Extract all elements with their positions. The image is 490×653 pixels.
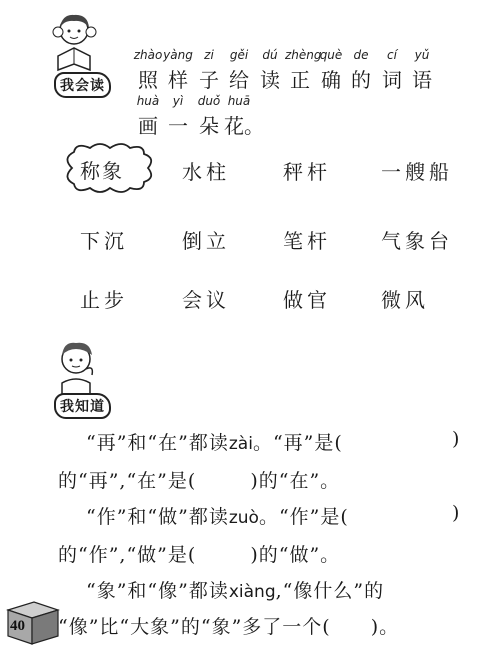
pinyin-line-1 — [0, 48, 490, 64]
text: ,“像什么”的 — [275, 580, 385, 602]
instruction-line-1 — [0, 64, 490, 90]
word: 水柱 — [182, 160, 230, 184]
text-line-2 — [58, 466, 340, 493]
word: 止步 — [80, 288, 128, 312]
text: “再”和“在”都读 — [86, 432, 229, 454]
word: 秤杆 — [283, 160, 331, 184]
text-line-1 — [86, 428, 343, 455]
pinyin: zài — [228, 434, 253, 454]
pinyin: yàng — [163, 48, 193, 62]
text: “像”比“大象”的“象”多了一个( — [58, 616, 331, 638]
hanzi: 样 — [168, 68, 188, 92]
word: 微风 — [381, 288, 429, 312]
section-badge-read: 我会读 — [54, 72, 111, 98]
hanzi: 的 — [351, 68, 371, 92]
hanzi: 确 — [321, 68, 341, 92]
pinyin: duǒ — [197, 94, 221, 108]
hanzi: 词 — [382, 68, 402, 92]
text: 的“作”,“做”是( — [58, 544, 197, 566]
text: )的“在”。 — [250, 470, 341, 492]
text: 。“再”是( — [252, 432, 343, 454]
section-badge-know: 我知道 — [54, 393, 111, 419]
pinyin: de — [353, 48, 369, 62]
word: 做官 — [283, 288, 331, 312]
word: 下沉 — [80, 229, 128, 253]
pinyin: cí — [387, 48, 397, 62]
pinyin: yì — [172, 94, 184, 108]
text: )的“做”。 — [250, 544, 341, 566]
page-number-cube — [0, 592, 64, 648]
word: 会议 — [182, 288, 230, 312]
pinyin-line-2 — [0, 94, 490, 110]
hanzi: 读 — [260, 68, 280, 92]
example-word: 称象 — [80, 159, 124, 183]
word: 倒立 — [182, 229, 230, 253]
text-line-4 — [58, 540, 340, 567]
text: 。“作”是( — [258, 506, 349, 528]
closing-paren: ) — [452, 502, 461, 524]
pinyin: zuò — [228, 508, 259, 528]
pinyin: xiàng — [228, 582, 276, 602]
hanzi: 子 — [199, 68, 219, 92]
page-number: 40 — [10, 618, 25, 634]
pinyin: yǔ — [414, 48, 430, 62]
text: “象”和“像”都读 — [86, 580, 229, 602]
hanzi: 照 — [138, 68, 158, 92]
hanzi: 画 — [138, 114, 158, 138]
hanzi: 给 — [229, 68, 249, 92]
pinyin: zhèng — [285, 48, 322, 62]
text: “作”和“做”都读 — [86, 506, 229, 528]
pinyin: zhào — [133, 48, 163, 62]
text: 的“再”,“在”是( — [58, 470, 197, 492]
text-line-5 — [86, 576, 384, 603]
pinyin: què — [319, 48, 343, 62]
boy-thinking-illustration — [48, 335, 108, 400]
hanzi: 花。 — [224, 114, 264, 138]
text-line-6 — [58, 612, 399, 639]
pinyin: zi — [204, 48, 214, 62]
instruction-line-2 — [0, 110, 490, 136]
word: 一艘船 — [381, 160, 453, 184]
hanzi: 一 — [168, 114, 188, 138]
closing-paren: ) — [452, 428, 461, 450]
word: 气象台 — [381, 229, 453, 253]
text-line-3 — [86, 502, 349, 529]
hanzi: 朵 — [199, 114, 219, 138]
pinyin: huā — [227, 94, 251, 108]
hanzi: 正 — [290, 68, 310, 92]
text: )。 — [370, 616, 400, 638]
word: 笔杆 — [283, 229, 331, 253]
pinyin: gěi — [229, 48, 249, 62]
pinyin: dú — [262, 48, 278, 62]
hanzi: 语 — [412, 68, 432, 92]
pinyin: huà — [136, 94, 160, 108]
flower-example — [58, 140, 160, 196]
